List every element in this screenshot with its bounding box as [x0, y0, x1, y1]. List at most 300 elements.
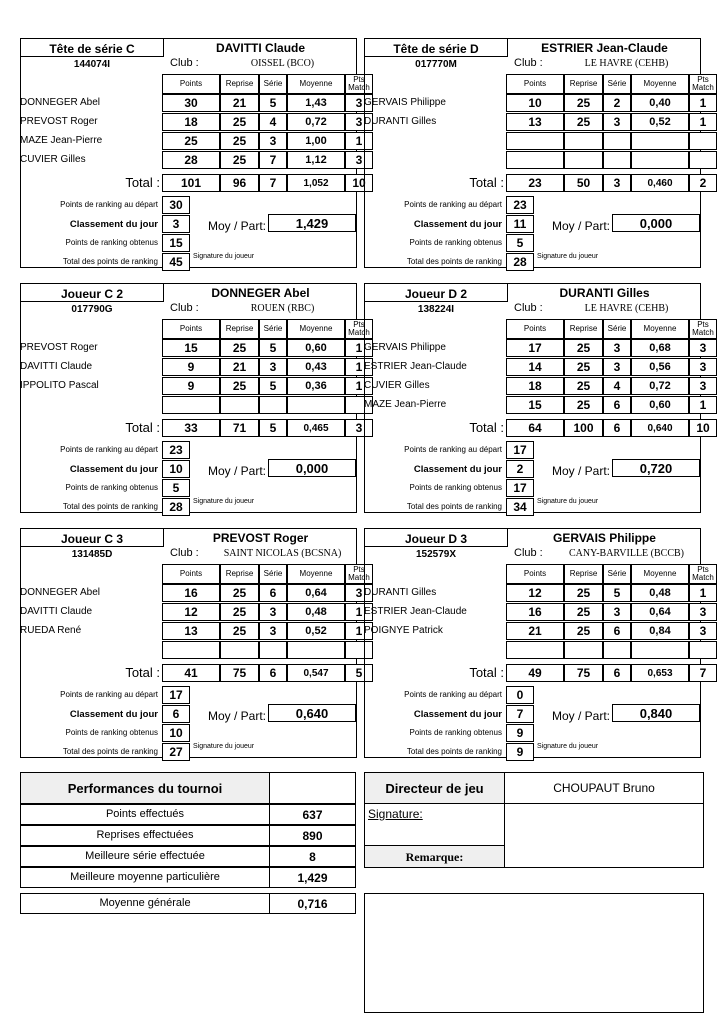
opponent-points-cell: 10 [506, 94, 564, 112]
license-number: 152579X [415, 549, 457, 560]
total-points-cell: 33 [162, 419, 220, 437]
total-points-cell: 64 [506, 419, 564, 437]
opponent-reprise-cell [220, 641, 259, 659]
header-separator [163, 38, 164, 57]
opponent-serie-cell: 2 [603, 94, 631, 112]
opponent-points-cell [162, 396, 220, 414]
column-header-pts: Pts Match [689, 74, 717, 94]
opponent-moyenne-cell [631, 132, 689, 150]
column-header-moyenne: Moyenne [287, 319, 345, 339]
classement-value: 10 [162, 460, 190, 478]
total-label: Total : [469, 420, 504, 435]
total-ranking-value: 27 [162, 743, 190, 761]
player-signature-label: Signature du joueur [537, 498, 599, 505]
opponent-moyenne-cell: 1,00 [287, 132, 345, 150]
column-header-points: Points [506, 74, 564, 94]
opponent-points-cell: 30 [162, 94, 220, 112]
opponent-serie-cell: 3 [259, 358, 287, 376]
opponent-name: RUEDA René [20, 625, 82, 636]
total-reprise-cell: 75 [220, 664, 259, 682]
total-points-cell: 49 [506, 664, 564, 682]
header-divider [20, 301, 164, 302]
opponent-pts-cell: 1 [689, 584, 717, 602]
opponent-reprise-cell: 25 [220, 584, 259, 602]
opponent-reprise-cell: 25 [564, 113, 603, 131]
perf-label: Points effectués [105, 808, 185, 820]
opponent-reprise-cell: 21 [220, 94, 259, 112]
total-label: Total : [125, 665, 160, 680]
player-signature-label: Signature du joueur [193, 498, 255, 505]
perf-value: 8 [309, 850, 316, 864]
total-ranking-label: Total des points de ranking [62, 747, 158, 756]
moy-part-label: Moy / Part: [552, 464, 611, 478]
column-header-moyenne: Moyenne [287, 564, 345, 584]
opponent-reprise-cell [564, 132, 603, 150]
player-name: GERVAIS Philippe [508, 528, 701, 547]
opponent-pts-cell: 1 [689, 396, 717, 414]
column-header-reprise: Reprise [220, 319, 259, 339]
opponent-name: GERVAIS Philippe [364, 97, 446, 108]
block-header: Tête de série D [364, 38, 508, 57]
ranking-depart-label: Points de ranking au départ [404, 445, 502, 454]
perf-value: 637 [302, 808, 323, 822]
opponent-serie-cell: 3 [259, 622, 287, 640]
opponent-moyenne-cell: 0,52 [631, 113, 689, 131]
opponent-serie-cell: 3 [603, 113, 631, 131]
opponent-pts-cell: 3 [689, 358, 717, 376]
header-separator [507, 528, 508, 547]
player-name: DURANTI Gilles [508, 283, 701, 302]
moyenne-generale-label: Moyenne générale [99, 897, 191, 909]
moy-part-value: 0,720 [612, 459, 700, 477]
ranking-depart-label: Points de ranking au départ [404, 200, 502, 209]
opponent-reprise-cell: 25 [564, 94, 603, 112]
ranking-obtenus-value: 17 [506, 479, 534, 497]
ranking-obtenus-label: Points de ranking obtenus [65, 238, 158, 247]
opponent-moyenne-cell: 0,84 [631, 622, 689, 640]
opponent-name: PREVOST Roger [20, 342, 98, 353]
club-name: SAINT NICOLAS (BCSNA) [223, 548, 342, 559]
total-reprise-cell: 50 [564, 174, 603, 192]
total-ranking-value: 9 [506, 743, 534, 761]
opponent-name: IPPOLITO Pascal [20, 380, 99, 391]
total-moyenne-cell: 1,052 [287, 174, 345, 192]
total-ranking-value: 45 [162, 253, 190, 271]
total-pts-cell: 10 [689, 419, 717, 437]
ranking-depart-value: 0 [506, 686, 534, 704]
opponent-moyenne-cell: 0,43 [287, 358, 345, 376]
player-signature-label: Signature du joueur [537, 253, 599, 260]
total-moyenne-cell: 0,547 [287, 664, 345, 682]
opponent-serie-cell: 3 [603, 358, 631, 376]
opponent-moyenne-cell: 0,48 [287, 603, 345, 621]
opponent-pts-cell: 1 [345, 603, 373, 621]
opponent-points-cell: 16 [162, 584, 220, 602]
ranking-depart-label: Points de ranking au départ [60, 445, 158, 454]
performances-title: Performances du tournoi [67, 781, 223, 796]
total-pts-cell: 10 [345, 174, 373, 192]
opponent-moyenne-cell: 1,43 [287, 94, 345, 112]
opponent-moyenne-cell: 0,68 [631, 339, 689, 357]
total-ranking-value: 34 [506, 498, 534, 516]
opponent-name: ESTRIER Jean-Claude [364, 361, 467, 372]
classement-label: Classement du jour [413, 709, 502, 720]
classement-value: 6 [162, 705, 190, 723]
opponent-serie-cell: 4 [603, 377, 631, 395]
column-header-reprise: Reprise [564, 319, 603, 339]
classement-label: Classement du jour [69, 219, 158, 230]
club-label: Club : [514, 302, 543, 314]
opponent-points-cell: 12 [506, 584, 564, 602]
opponent-serie-cell: 5 [259, 377, 287, 395]
license-number: 131485D [71, 549, 113, 560]
total-pts-cell: 7 [689, 664, 717, 682]
opponent-serie-cell: 5 [603, 584, 631, 602]
opponent-reprise-cell: 25 [564, 396, 603, 414]
ranking-obtenus-label: Points de ranking obtenus [65, 483, 158, 492]
opponent-points-cell [506, 132, 564, 150]
classement-value: 7 [506, 705, 534, 723]
opponent-moyenne-cell: 0,56 [631, 358, 689, 376]
opponent-points-cell: 13 [162, 622, 220, 640]
opponent-serie-cell [603, 132, 631, 150]
opponent-pts-cell: 3 [345, 94, 373, 112]
moyenne-generale-value: 0,716 [297, 897, 328, 911]
opponent-name: PREVOST Roger [20, 116, 98, 127]
total-label: Total : [125, 420, 160, 435]
player-block [364, 283, 714, 514]
ranking-depart-value: 23 [506, 196, 534, 214]
opponent-pts-cell [689, 151, 717, 169]
remarque-label: Remarque: [405, 850, 464, 864]
opponent-pts-cell: 3 [689, 339, 717, 357]
total-serie-cell: 5 [259, 419, 287, 437]
header-divider [364, 546, 508, 547]
opponent-serie-cell [259, 396, 287, 414]
opponent-moyenne-cell [631, 151, 689, 169]
total-moyenne-cell: 0,653 [631, 664, 689, 682]
opponent-points-cell: 17 [506, 339, 564, 357]
total-pts-cell: 3 [345, 419, 373, 437]
column-header-reprise: Reprise [564, 564, 603, 584]
total-ranking-label: Total des points de ranking [62, 502, 158, 511]
opponent-points-cell: 15 [506, 396, 564, 414]
opponent-serie-cell: 5 [259, 339, 287, 357]
opponent-pts-cell: 3 [345, 584, 373, 602]
opponent-points-cell: 28 [162, 151, 220, 169]
block-header: Joueur C 2 [20, 283, 164, 302]
column-header-serie: Série [259, 319, 287, 339]
club-name: LE HAVRE (CEHB) [584, 58, 669, 69]
opponent-reprise-cell [564, 151, 603, 169]
header-separator [507, 38, 508, 57]
classement-label: Classement du jour [69, 709, 158, 720]
opponent-reprise-cell: 25 [564, 339, 603, 357]
opponent-serie-cell: 3 [259, 603, 287, 621]
total-ranking-label: Total des points de ranking [406, 257, 502, 266]
player-name: ESTRIER Jean-Claude [508, 38, 701, 57]
remarque-area [364, 893, 704, 1013]
ranking-depart-value: 17 [506, 441, 534, 459]
opponent-serie-cell: 7 [259, 151, 287, 169]
moy-part-value: 1,429 [268, 214, 356, 232]
opponent-reprise-cell: 25 [564, 358, 603, 376]
performances-title-spacer [269, 772, 356, 804]
opponent-points-cell: 13 [506, 113, 564, 131]
ranking-obtenus-label: Points de ranking obtenus [409, 728, 502, 737]
opponent-name: DURANTI Gilles [364, 116, 437, 127]
ranking-depart-value: 30 [162, 196, 190, 214]
perf-value: 1,429 [297, 871, 328, 885]
club-label: Club : [170, 547, 199, 559]
block-header: Tête de série C [20, 38, 164, 57]
classement-value: 3 [162, 215, 190, 233]
club-label: Club : [170, 302, 199, 314]
column-header-reprise: Reprise [220, 564, 259, 584]
total-ranking-label: Total des points de ranking [62, 257, 158, 266]
opponent-reprise-cell: 25 [220, 622, 259, 640]
directeur-name: CHOUPAUT Bruno [553, 781, 655, 795]
column-header-moyenne: Moyenne [631, 74, 689, 94]
classement-label: Classement du jour [413, 464, 502, 475]
player-signature-label: Signature du joueur [193, 253, 255, 260]
total-label: Total : [469, 175, 504, 190]
opponent-reprise-cell: 25 [564, 622, 603, 640]
ranking-obtenus-label: Points de ranking obtenus [409, 483, 502, 492]
opponent-serie-cell: 3 [259, 132, 287, 150]
column-header-points: Points [506, 319, 564, 339]
total-serie-cell: 3 [603, 174, 631, 192]
ranking-depart-value: 23 [162, 441, 190, 459]
ranking-obtenus-value: 15 [162, 234, 190, 252]
header-divider [364, 301, 508, 302]
total-label: Total : [125, 175, 160, 190]
total-reprise-cell: 100 [564, 419, 603, 437]
opponent-reprise-cell: 25 [564, 377, 603, 395]
player-name: DAVITTI Claude [164, 38, 357, 57]
club-name: OISSEL (BCO) [250, 58, 315, 69]
opponent-reprise-cell: 25 [220, 151, 259, 169]
opponent-pts-cell [689, 641, 717, 659]
opponent-serie-cell: 5 [259, 94, 287, 112]
column-header-pts: Pts Match [345, 564, 373, 584]
moy-part-label: Moy / Part: [552, 709, 611, 723]
opponent-serie-cell [603, 641, 631, 659]
opponent-name: MAZE Jean-Pierre [364, 399, 447, 410]
total-serie-cell: 6 [603, 419, 631, 437]
total-reprise-cell: 71 [220, 419, 259, 437]
total-ranking-value: 28 [162, 498, 190, 516]
opponent-points-cell: 18 [506, 377, 564, 395]
ranking-depart-label: Points de ranking au départ [60, 200, 158, 209]
opponent-name: DONNEGER Abel [20, 587, 101, 598]
opponent-name: POIGNYE Patrick [364, 625, 443, 636]
ranking-depart-label: Points de ranking au départ [404, 690, 502, 699]
opponent-points-cell [506, 151, 564, 169]
player-block [20, 38, 370, 269]
opponent-name: GERVAIS Philippe [364, 342, 446, 353]
opponent-moyenne-cell: 0,48 [631, 584, 689, 602]
total-points-cell: 23 [506, 174, 564, 192]
opponent-moyenne-cell [287, 396, 345, 414]
opponent-pts-cell [689, 132, 717, 150]
opponent-moyenne-cell: 0,72 [287, 113, 345, 131]
classement-value: 11 [506, 215, 534, 233]
total-serie-cell: 6 [259, 664, 287, 682]
directeur-signature-label: Signature: [368, 807, 423, 821]
total-ranking-label: Total des points de ranking [406, 502, 502, 511]
opponent-pts-cell: 3 [345, 151, 373, 169]
header-separator [163, 528, 164, 547]
opponent-reprise-cell: 25 [220, 377, 259, 395]
opponent-name: DAVITTI Claude [20, 361, 93, 372]
classement-label: Classement du jour [69, 464, 158, 475]
opponent-serie-cell: 6 [259, 584, 287, 602]
opponent-name: MAZE Jean-Pierre [20, 135, 103, 146]
club-name: ROUEN (RBC) [250, 303, 315, 314]
opponent-reprise-cell [220, 396, 259, 414]
moy-part-label: Moy / Part: [552, 219, 611, 233]
classement-label: Classement du jour [413, 219, 502, 230]
column-header-pts: Pts Match [689, 564, 717, 584]
opponent-points-cell: 25 [162, 132, 220, 150]
moyenne-generale-row [20, 893, 356, 914]
total-serie-cell: 6 [603, 664, 631, 682]
opponent-name: CUVIER Gilles [364, 380, 430, 391]
moy-part-value: 0,000 [612, 214, 700, 232]
moy-part-label: Moy / Part: [208, 709, 267, 723]
column-header-pts: Pts Match [689, 319, 717, 339]
opponent-moyenne-cell: 0,64 [631, 603, 689, 621]
opponent-serie-cell: 6 [603, 622, 631, 640]
opponent-pts-cell: 3 [689, 603, 717, 621]
total-reprise-cell: 75 [564, 664, 603, 682]
total-moyenne-cell: 0,640 [631, 419, 689, 437]
opponent-pts-cell: 3 [689, 377, 717, 395]
club-label: Club : [514, 547, 543, 559]
opponent-moyenne-cell: 0,60 [287, 339, 345, 357]
moy-part-value: 0,640 [268, 704, 356, 722]
player-name: DONNEGER Abel [164, 283, 357, 302]
ranking-depart-label: Points de ranking au départ [60, 690, 158, 699]
club-name: CANY-BARVILLE (BCCB) [568, 548, 685, 559]
opponent-pts-cell: 3 [689, 622, 717, 640]
ranking-obtenus-label: Points de ranking obtenus [65, 728, 158, 737]
opponent-pts-cell: 1 [345, 132, 373, 150]
opponent-reprise-cell: 25 [564, 584, 603, 602]
column-header-points: Points [162, 319, 220, 339]
column-header-serie: Série [259, 74, 287, 94]
opponent-points-cell: 12 [162, 603, 220, 621]
block-header: Joueur D 3 [364, 528, 508, 547]
header-divider [364, 56, 508, 57]
opponent-pts-cell: 1 [345, 358, 373, 376]
club-label: Club : [170, 57, 199, 69]
opponent-pts-cell: 1 [345, 339, 373, 357]
player-block [20, 528, 370, 759]
opponent-serie-cell: 3 [603, 603, 631, 621]
opponent-name: DONNEGER Abel [20, 97, 101, 108]
opponent-serie-cell: 3 [603, 339, 631, 357]
opponent-moyenne-cell: 0,72 [631, 377, 689, 395]
opponent-reprise-cell: 21 [220, 358, 259, 376]
total-moyenne-cell: 0,465 [287, 419, 345, 437]
opponent-reprise-cell: 25 [220, 339, 259, 357]
performances-panel [20, 772, 356, 888]
player-block [20, 283, 370, 514]
opponent-moyenne-cell: 1,12 [287, 151, 345, 169]
column-header-points: Points [506, 564, 564, 584]
column-header-reprise: Reprise [564, 74, 603, 94]
total-label: Total : [469, 665, 504, 680]
column-header-reprise: Reprise [220, 74, 259, 94]
column-header-pts: Pts Match [345, 319, 373, 339]
classement-value: 2 [506, 460, 534, 478]
ranking-obtenus-value: 10 [162, 724, 190, 742]
total-ranking-value: 28 [506, 253, 534, 271]
opponent-moyenne-cell [287, 641, 345, 659]
opponent-pts-cell: 3 [345, 113, 373, 131]
opponent-pts-cell: 1 [345, 377, 373, 395]
header-divider [20, 546, 164, 547]
license-number: 017770M [415, 59, 457, 70]
player-name: PREVOST Roger [164, 528, 357, 547]
moy-part-label: Moy / Part: [208, 219, 267, 233]
opponent-reprise-cell: 25 [220, 113, 259, 131]
moy-part-value: 0,840 [612, 704, 700, 722]
total-serie-cell: 7 [259, 174, 287, 192]
opponent-reprise-cell [564, 641, 603, 659]
total-reprise-cell: 96 [220, 174, 259, 192]
opponent-serie-cell [603, 151, 631, 169]
opponent-points-cell [506, 641, 564, 659]
player-signature-label: Signature du joueur [193, 743, 255, 750]
opponent-points-cell: 14 [506, 358, 564, 376]
opponent-moyenne-cell [631, 641, 689, 659]
block-header: Joueur C 3 [20, 528, 164, 547]
column-header-moyenne: Moyenne [631, 564, 689, 584]
opponent-points-cell: 21 [506, 622, 564, 640]
opponent-serie-cell: 6 [603, 396, 631, 414]
perf-label: Meilleure moyenne particulière [70, 871, 220, 883]
total-pts-cell: 5 [345, 664, 373, 682]
header-separator [163, 283, 164, 302]
opponent-reprise-cell: 25 [564, 603, 603, 621]
ranking-obtenus-value: 9 [506, 724, 534, 742]
perf-value: 890 [302, 829, 323, 843]
directeur-panel [364, 772, 704, 868]
opponent-pts-cell: 1 [345, 622, 373, 640]
opponent-moyenne-cell: 0,36 [287, 377, 345, 395]
opponent-moyenne-cell: 0,64 [287, 584, 345, 602]
opponent-pts-cell: 1 [689, 94, 717, 112]
opponent-reprise-cell: 25 [220, 132, 259, 150]
header-separator [507, 283, 508, 302]
opponent-points-cell: 9 [162, 377, 220, 395]
opponent-moyenne-cell: 0,60 [631, 396, 689, 414]
license-number: 138224I [417, 304, 455, 315]
column-header-points: Points [162, 74, 220, 94]
opponent-moyenne-cell: 0,52 [287, 622, 345, 640]
club-name: LE HAVRE (CEHB) [584, 303, 669, 314]
header-divider [20, 56, 164, 57]
block-header: Joueur D 2 [364, 283, 508, 302]
ranking-depart-value: 17 [162, 686, 190, 704]
column-header-moyenne: Moyenne [631, 319, 689, 339]
player-block [364, 38, 714, 269]
signature-area [504, 803, 704, 868]
opponent-name: DAVITTI Claude [20, 606, 93, 617]
